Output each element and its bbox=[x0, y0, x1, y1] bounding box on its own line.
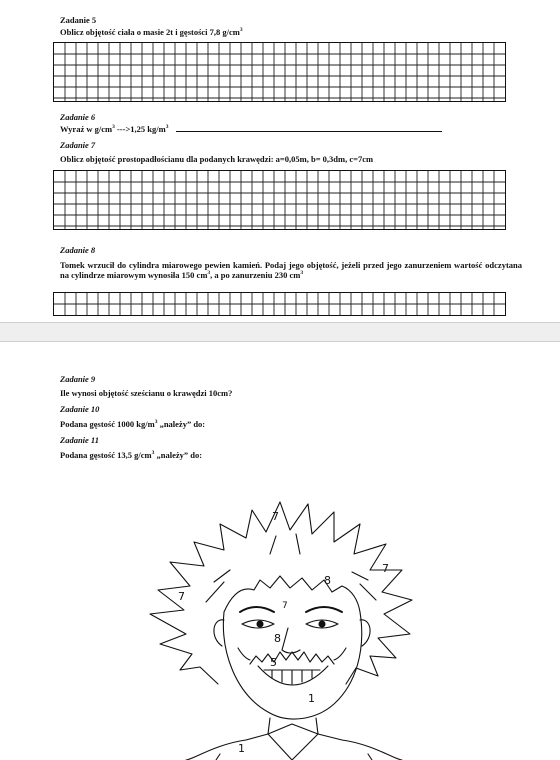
task6-text: Wyraź w $g/cm^3$ --->1,25 $kg/m^3$ bbox=[60, 124, 442, 134]
task8-text: Tomek wrzucił do cylindra miarowego pewien kamień. Podaj jego objętość, jeżeli przed jego zanurzeniem wartość odczytana na cylindrze miarowym wynosiła 150 $cm^3$, a po zanurzeniu 230 $cm^3$ bbox=[60, 260, 522, 280]
task10-label: Zadanie 10 bbox=[60, 404, 100, 414]
hair-outline bbox=[150, 502, 412, 684]
number-label: 1 bbox=[308, 692, 315, 705]
face-outline bbox=[223, 612, 361, 719]
grid-lines bbox=[54, 293, 505, 315]
task11-label: Zadanie 11 bbox=[60, 435, 99, 445]
answer-grid-task5 bbox=[53, 42, 506, 102]
number-label: 7 bbox=[178, 590, 185, 603]
task9-text: Ile wynosi objętość sześcianu o krawędzi 10cm? bbox=[60, 388, 233, 398]
number-label: 7 bbox=[382, 562, 389, 575]
task8-label: Zadanie 8 bbox=[60, 245, 96, 255]
moustache bbox=[250, 652, 334, 664]
number-label: 1 bbox=[238, 742, 245, 755]
task6-answer-line bbox=[176, 125, 442, 132]
task7-text: Oblicz objętość prostopadłościanu dla podanych krawędzi: a=0,05m, b= 0,3dm, c=7cm bbox=[60, 154, 374, 164]
number-label: 8 bbox=[274, 632, 281, 645]
collar bbox=[246, 734, 342, 760]
task5-text: Oblicz objętość ciała o masie 2t i gęstości 7,8 $g/cm^3$ bbox=[60, 27, 243, 37]
worksheet-page-2 bbox=[0, 342, 560, 760]
grid-lines bbox=[54, 43, 505, 101]
grid-lines bbox=[54, 171, 505, 229]
number-label: 5 bbox=[270, 656, 277, 669]
task10-text: Podana gęstość 1000 $kg/m^3$ „należy” do: bbox=[60, 419, 206, 429]
task11-text: Podana gęstość 13,5 $g/cm^3$ „należy” do: bbox=[60, 450, 203, 460]
answer-grid-task7 bbox=[53, 170, 506, 230]
number-label: 7 bbox=[282, 601, 288, 611]
number-label: 7 bbox=[272, 510, 279, 523]
answer-grid-task8 bbox=[53, 292, 506, 316]
task9-label: Zadanie 9 bbox=[60, 374, 96, 384]
task7-label: Zadanie 7 bbox=[60, 140, 96, 150]
coloring-drawing bbox=[120, 462, 440, 760]
number-label: 8 bbox=[324, 574, 331, 587]
worksheet-page-1 bbox=[0, 0, 560, 322]
task6-label: Zadanie 6 bbox=[60, 112, 96, 122]
task5-label: Zadanie 5 bbox=[60, 15, 97, 25]
page-separator bbox=[0, 322, 560, 342]
